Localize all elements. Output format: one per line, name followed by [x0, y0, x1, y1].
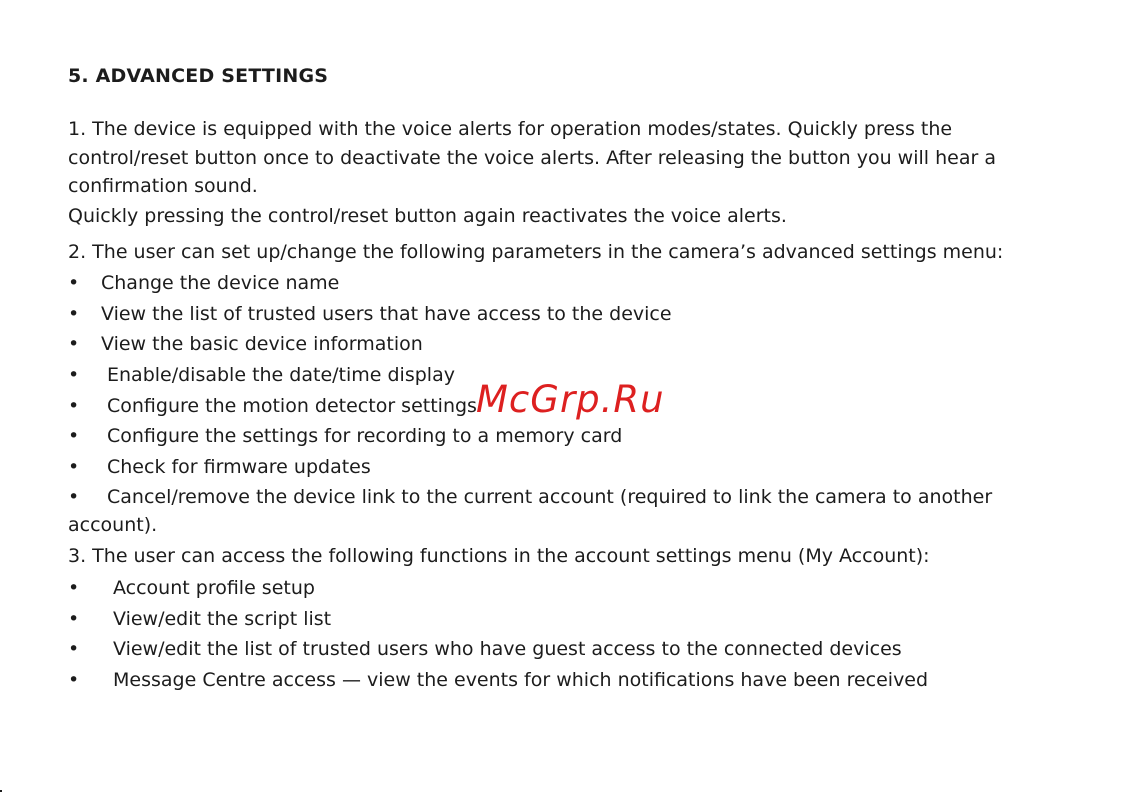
para2-item-1: Change the device name	[101, 272, 340, 294]
bullet-icon: •	[68, 272, 80, 294]
para2-intro: 2. The user can set up/change the following parameters in the camera’s advanced settings menu:	[68, 241, 1004, 263]
para2-item-4: Enable/disable the date/time display	[107, 364, 455, 386]
bullet-icon: •	[68, 364, 80, 386]
bullet-icon: •	[68, 333, 80, 355]
para3-item-1: Account profile setup	[113, 577, 315, 599]
bullet-icon: •	[68, 425, 80, 447]
para2-item-5: Configure the motion detector settings	[107, 395, 477, 417]
para3-item-2: View/edit the script list	[113, 608, 332, 630]
para1-line-1: 1. The device is equipped with the voice alerts for operation modes/states. Quickly press the	[68, 118, 953, 140]
bullet-icon: •	[68, 456, 80, 478]
bullet-icon: •	[68, 638, 80, 660]
para1-line-3: confirmation sound.	[68, 175, 258, 197]
bullet-icon: •	[68, 608, 80, 630]
para3-item-4: Message Centre access — view the events for which notifications have been received	[113, 669, 929, 691]
para2-item-6: Configure the settings for recording to a memory card	[107, 425, 623, 447]
para1-line-2: control/reset button once to deactivate the voice alerts. After releasing the button you will hear a	[68, 147, 996, 169]
para2-item-8: Cancel/remove the device link to the current account (required to link the camera to another	[107, 486, 993, 508]
para2-item-2: View the list of trusted users that have access to the device	[101, 303, 672, 325]
bullet-icon: •	[68, 486, 80, 508]
watermark-logo: McGrp.Ru	[476, 378, 665, 421]
bullet-icon: •	[68, 577, 80, 599]
bullet-icon: •	[68, 669, 80, 691]
para2-item-8-continuation: account).	[68, 514, 158, 536]
para1-line-4: Quickly pressing the control/reset button again reactivates the voice alerts.	[68, 205, 787, 227]
para3-item-3: View/edit the list of trusted users who have guest access to the connected devices	[113, 638, 902, 660]
bullet-icon: •	[68, 395, 80, 417]
section-heading: 5. ADVANCED SETTINGS	[68, 65, 329, 87]
corner-mark	[0, 790, 2, 792]
para3-intro: 3. The user can access the following functions in the account settings menu (My Account):	[68, 545, 930, 567]
bullet-icon: •	[68, 303, 80, 325]
para2-item-7: Check for firmware updates	[107, 456, 371, 478]
para2-item-3: View the basic device information	[101, 333, 423, 355]
